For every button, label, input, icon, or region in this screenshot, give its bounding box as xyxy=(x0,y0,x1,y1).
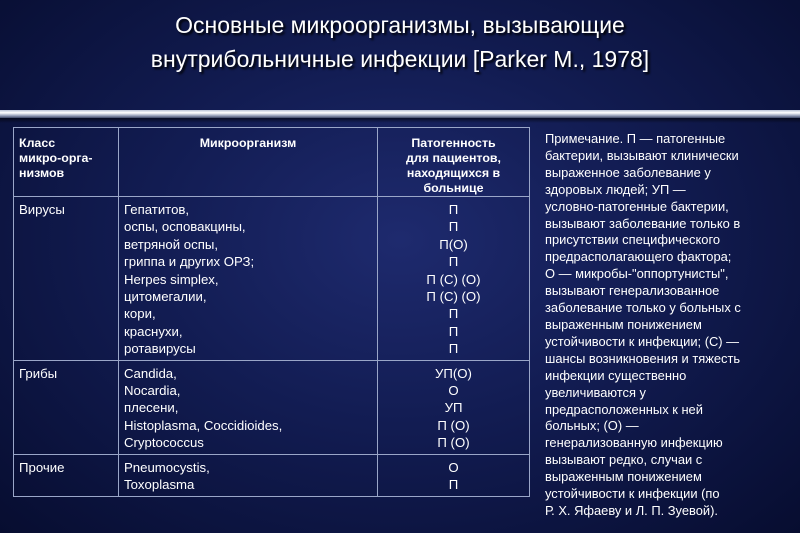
organism-item: ротавирусы xyxy=(124,341,196,357)
organism-item: Pneumocystis, xyxy=(124,459,210,475)
pathogenicity-item: П (С) (О) xyxy=(426,271,481,287)
organism-item: гриппа и других ОРЗ; xyxy=(124,254,255,270)
organism-item: краснухи, xyxy=(124,323,183,339)
footnote-line: вызывают редко, случаи с xyxy=(545,452,703,468)
footnote-line: здоровых людей; УП — xyxy=(545,181,686,197)
organism-item: Toxoplasma xyxy=(124,477,195,493)
footnote-line: больных; (О) — xyxy=(545,418,639,434)
footnote-line: Примечание. П — патогенные xyxy=(545,131,726,146)
footnote-line: бактерии, вызывают клинически xyxy=(545,147,739,163)
organism-item: Гепатитов, xyxy=(124,202,190,217)
pathogenicity-cell xyxy=(378,197,530,361)
footnote-line: выраженное заболевание у xyxy=(545,164,711,180)
pathogenicity-item: О xyxy=(448,459,459,475)
footnote-line: устойчивости к инфекции; (С) — xyxy=(545,333,740,349)
header-pathogenicity-line: для пациентов, xyxy=(406,151,501,165)
footnote-line: устойчивости к инфекции (по xyxy=(545,486,720,502)
table-header-row xyxy=(14,128,530,197)
footnote-line: вызывают генерализованное xyxy=(545,283,720,299)
footnote-line: Р. Х. Яфаеву и Л. П. Зуевой). xyxy=(545,502,718,518)
pathogenicity-item: П xyxy=(448,254,459,270)
pathogenicity-item: П xyxy=(448,323,459,339)
footnote-line: увеличиваются у xyxy=(545,384,646,400)
organism-cell xyxy=(119,197,378,361)
title-divider xyxy=(0,110,800,118)
pathogenicity-item: П xyxy=(448,341,459,357)
header-pathogenicity-line: Патогенность xyxy=(411,136,496,150)
table-row xyxy=(14,454,530,496)
class-cell: Прочие xyxy=(14,454,119,496)
header-pathogenicity-line: больнице xyxy=(423,181,484,195)
footnote-line: присутствии специфического xyxy=(545,232,721,248)
organism-item: Histoplasma, Coccidioides, xyxy=(124,417,283,433)
pathogenicity-item: О xyxy=(448,383,459,399)
pathogenicity-item: УП(О) xyxy=(435,365,472,381)
table-row xyxy=(14,360,530,454)
header-pathogenicity-line: находящихся в xyxy=(406,166,501,180)
title-line-1: Основные микроорганизмы, вызывающие xyxy=(175,12,625,38)
footnote-line: вызывают заболевание только в xyxy=(545,215,741,231)
header-pathogenicity xyxy=(378,128,530,197)
organism-cell xyxy=(119,360,378,454)
footnote-line: предрасположенных к ней xyxy=(545,401,703,417)
footnote-line: генерализованную инфекцию xyxy=(545,435,723,451)
header-class-line: микро-орга- xyxy=(19,151,93,165)
pathogenicity-cell xyxy=(378,454,530,496)
footnote-line: заболевание только у больных с xyxy=(545,300,741,316)
pathogenicity-cell xyxy=(378,360,530,454)
footnote-line: выраженным понижением xyxy=(545,316,702,332)
header-organism: Микроорганизм xyxy=(119,128,378,197)
pathogenicity-item: П xyxy=(448,219,459,235)
footnote-line: шансы возникновения и тяжесть xyxy=(545,350,741,366)
footnote xyxy=(545,131,795,520)
organism-item: оспы, осповакцины, xyxy=(124,219,246,235)
pathogenicity-item: П xyxy=(448,306,459,322)
footnote-line: инфекции существенно xyxy=(545,367,687,383)
header-class xyxy=(14,128,119,197)
organism-item: цитомегалии, xyxy=(124,289,207,305)
pathogenicity-item: П (О) xyxy=(437,435,470,451)
organism-item: Cryptococcus xyxy=(124,435,204,451)
footnote-line: условно-патогенные бактерии, xyxy=(545,198,729,214)
slide-title xyxy=(0,8,800,76)
organism-item: Candida, xyxy=(124,365,177,381)
table-row xyxy=(14,197,530,361)
pathogenicity-item: УП xyxy=(444,400,463,416)
pathogenicity-item: П xyxy=(448,202,459,217)
class-cell: Вирусы xyxy=(14,197,119,361)
pathogenicity-item: П xyxy=(448,477,459,493)
pathogenicity-item: П (О) xyxy=(437,417,470,433)
organism-item: Herpes simplex, xyxy=(124,271,219,287)
organism-item: Nocardia, xyxy=(124,383,181,399)
class-cell: Грибы xyxy=(14,360,119,454)
title-divider-shadow xyxy=(0,118,800,123)
pathogenicity-item: П (С) (О) xyxy=(426,289,481,305)
organism-cell xyxy=(119,454,378,496)
footnote-line: предрасполагающего фактора; xyxy=(545,249,732,265)
pathogenicity-item: П(О) xyxy=(439,236,468,252)
microorganisms-table xyxy=(13,127,530,497)
organism-item: плесени, xyxy=(124,400,179,416)
footnote-line: выраженным понижением xyxy=(545,469,702,485)
header-class-line: Класс xyxy=(19,136,56,150)
title-line-2: внутрибольничные инфекции [Parker M., 1978] xyxy=(150,46,650,72)
organism-item: ветряной оспы, xyxy=(124,236,218,252)
footnote-line: О — микробы-"оппортунисты", xyxy=(545,266,729,282)
header-class-line: низмов xyxy=(19,166,65,180)
organism-item: кори, xyxy=(124,306,156,322)
